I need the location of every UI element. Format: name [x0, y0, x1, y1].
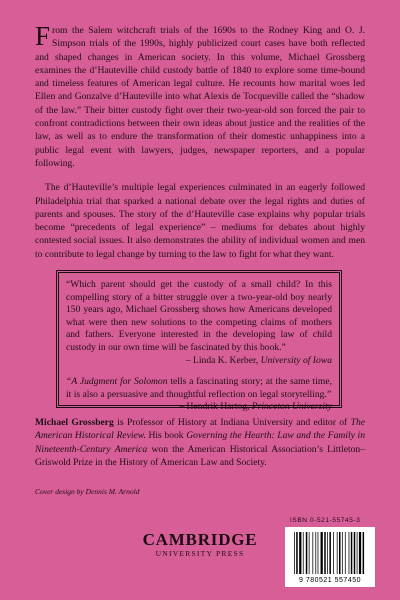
- isbn-label: ISBN 0-521-55745-3: [290, 517, 361, 524]
- endorsement-1-author: – Linda K. Kerber,: [185, 354, 261, 366]
- publisher-logo: [125, 530, 275, 558]
- description: [35, 21, 365, 272]
- endorsement-2-text: tells a fascinating story; at the same time, it is also a persuasive and thoughtful reflection on legal storytelling.”: [66, 376, 332, 400]
- endorsement-2-book-title: “A Judgment for Solomon: [66, 376, 168, 388]
- author-bio-text-1: is Professor of History at Indiana University and editor of: [113, 417, 351, 428]
- barcode-number: 9 780521 557450: [299, 577, 361, 584]
- endorsement-1-institution: University of Iowa: [260, 354, 332, 366]
- endorsement-1-text: “Which parent should get the custody of a small child? In this compelling story of a bitter struggle over a two-year-old boy nearly 150 years ago, Michael Grossberg shows how Americans developed what were then new solutions to the competing claims of mothers and fathers. Everyone interested in the developing law of child custody in our own time will be fascinated by this book.”: [66, 279, 332, 353]
- author-bio-text-3: won the American Historical Association’s Littleton–Griswold Prize in the History of American Law and Society.: [35, 443, 366, 468]
- endorsement-1: [66, 279, 332, 367]
- author-bio-text-2: His book: [145, 430, 187, 442]
- endorsement-2-attribution: [66, 401, 332, 414]
- description-paragraph-2: The d’Hauteville’s multiple legal experiences culminated in an eagerly followed Philadelphia trial that sparked a national debate over the legal rights and duties of parents and spouses. The story of the d’Hauteville case explains why popular trials become “precedents of legal experience” – mediums for debates about highly contested social issues. It also demonstrates the ability of individual women and men to contribute to legal change by turning to the law to fight for what they want.: [35, 182, 365, 260]
- barcode-bars: [293, 532, 367, 574]
- endorsement-box: [56, 270, 342, 413]
- description-paragraph-1: [35, 21, 365, 170]
- author-bio-paragraph: [35, 416, 365, 469]
- author-book-title: Governing the Hearth: Law and the Family in Nineteenth-Century America: [35, 430, 365, 455]
- publisher-name: CAMBRIDGE: [142, 530, 258, 549]
- drop-cap: F: [35, 21, 51, 51]
- author-bio: [35, 416, 365, 469]
- description-paragraph-1-text: rom the Salem witchcraft trials of the 1690s to the Rodney King and O. J. Simpson trials of the 1990s, highly publicized court cases have both reflected and shaped changes in American society. In this volume, Michael Grossberg examines the d’Hauteville child custody battle of 1840 to explore some time-bound and timeless features of American legal culture. He recounts how marital woes led Ellen and Gonzalve d’Hauteville into what Alexis de Tocqueville called the “shadow of the law.” Their bitter custody fight over their two-year-old son forced the pair to confront contradictions between their own ideas about justice and the realities of the law, as well as to endure the transformation of their domestic unhappiness into a public legal event with lawyers, judges, newspaper reporters, and a popular following.: [35, 25, 365, 169]
- endorsement-2-institution: Princeton University: [251, 401, 332, 413]
- barcode: [285, 527, 375, 587]
- author-name: Michael Grossberg: [35, 417, 114, 428]
- endorsement-2: [66, 376, 332, 414]
- endorsement-1-attribution: [66, 355, 332, 368]
- author-journal: The American Historical Review.: [35, 417, 365, 442]
- endorsement-2-author: – Hendrik Hartog,: [179, 401, 252, 413]
- publisher-subtitle: UNIVERSITY PRESS: [155, 549, 245, 558]
- cover-design-credit: Cover design by Dennis M. Arnold: [35, 487, 140, 496]
